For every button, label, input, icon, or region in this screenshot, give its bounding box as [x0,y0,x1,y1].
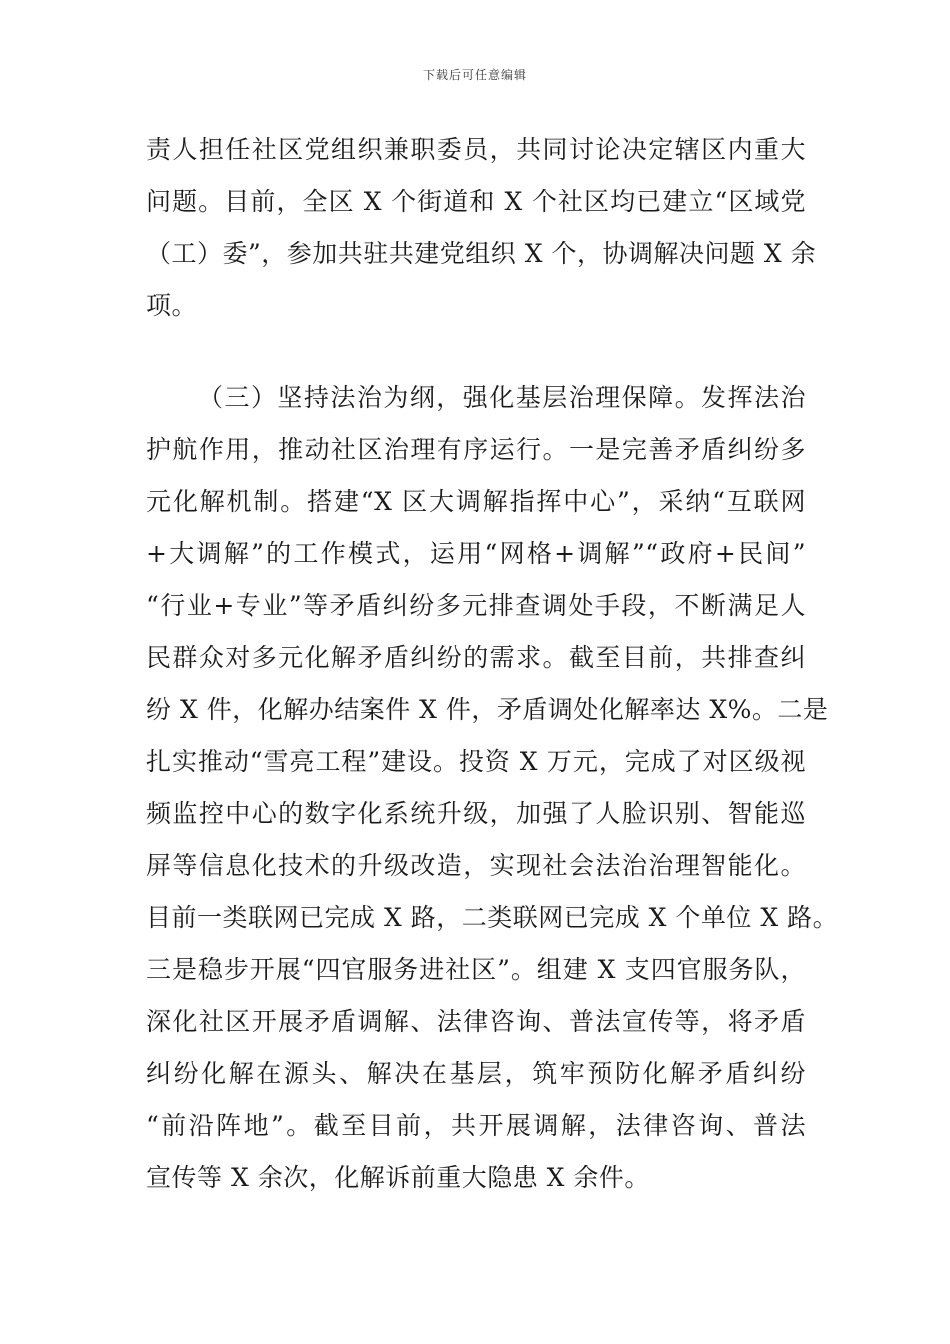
text-line: 项。 [146,291,198,320]
paragraph-1 [146,124,817,332]
text-line: （工）委”，参加共驻共建党组织 X 个，协调解决问题 X 余 [146,239,817,268]
text-line: 频监控中心的数字化系统升级，加强了人脸识别、智能巡 [146,799,806,828]
paragraph-2 [146,372,839,1204]
text-line: “行业+专业”等矛盾纠纷多元排查调处手段，不断满足人 [146,591,806,620]
header-note: 下载后可任意编辑 [422,68,527,82]
text-line: +大调解”的工作模式，运用“网格+调解”“政府+民间” [146,539,806,568]
text-line: 民群众对多元化解矛盾纠纷的需求。截至目前，共排查纠 [146,643,806,672]
text-line: 扎实推动“雪亮工程”建设。投资 X 万元，完成了对区级视 [146,747,806,776]
text-line: 目前一类联网已完成 X 路，二类联网已完成 X 个单位 X 路。 [146,903,839,932]
text-line: 问题。目前，全区 X 个街道和 X 个社区均已建立“区域党 [146,187,806,216]
section-heading-line: （三）坚持法治为纲，强化基层治理保障。发挥法治 [198,383,806,412]
text-line: 护航作用，推动社区治理有序运行。一是完善矛盾纠纷多 [146,435,806,464]
text-line: 纷 X 件，化解办结案件 X 件，矛盾调处化解率达 X%。二是 [146,695,829,724]
text-line: 三是稳步开展“四官服务进社区”。组建 X 支四官服务队， [146,955,806,984]
text-line: 屏等信息化技术的升级改造，实现社会法治治理智能化。 [146,851,806,880]
text-line: 宣传等 X 余次，化解诉前重大隐患 X 余件。 [146,1163,650,1192]
text-line: 元化解机制。搭建“X 区大调解指挥中心”，采纳“互联网 [146,487,806,516]
text-line: “前沿阵地”。截至目前，共开展调解，法律咨询、普法 [146,1111,806,1140]
text-line: 纠纷化解在源头、解决在基层，筑牢预防化解矛盾纠纷 [146,1059,806,1088]
text-line: 深化社区开展矛盾调解、法律咨询、普法宣传等，将矛盾 [146,1007,806,1036]
text-line: 责人担任社区党组织兼职委员，共同讨论决定辖区内重大 [146,135,806,164]
